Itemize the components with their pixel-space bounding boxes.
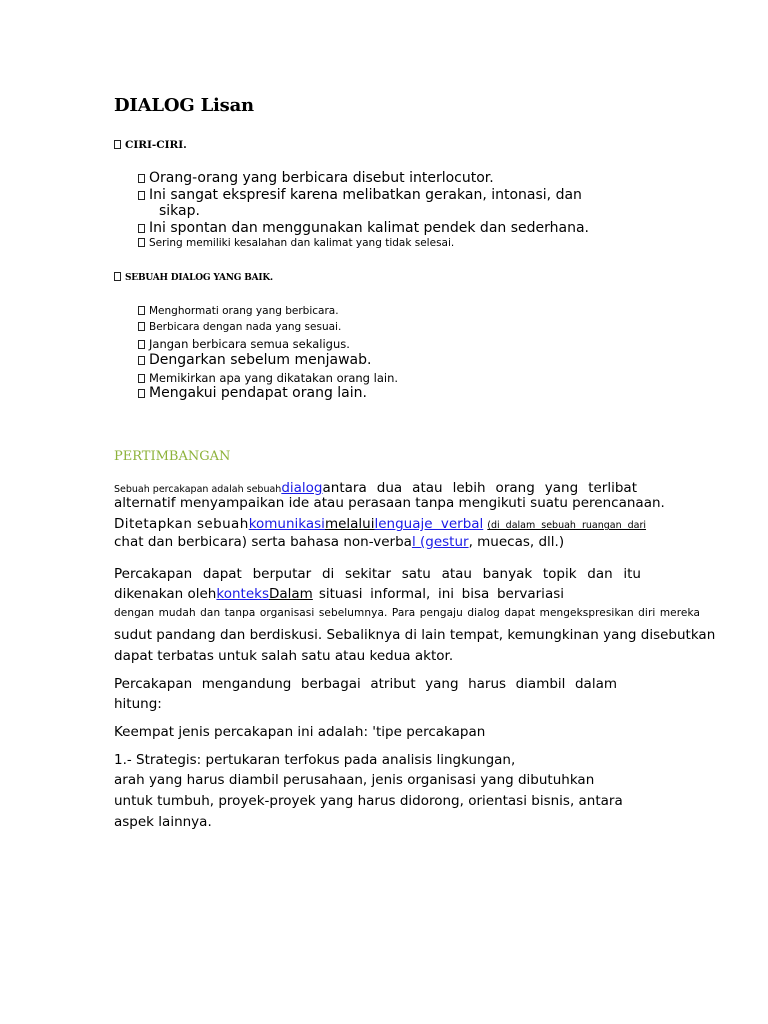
list-item: Memikirkan apa yang dikatakan orang lain. — [138, 371, 398, 385]
paragraph-line: Ditetapkan sebuahkomunikasimelaluilenguaje verbal (di dalam sebuah ruangan dari — [114, 516, 647, 532]
list-item: Orang-orang yang berbicara disebut interlocutor. — [138, 170, 494, 186]
box-bullet-icon — [114, 272, 121, 281]
paragraph-line: Percakapan dapat berputar di sekitar satu atau banyak topik dan itu — [114, 566, 641, 582]
paragraph-line: Keempat jenis percakapan ini adalah: 'tipe percakapan — [114, 724, 486, 740]
box-bullet-icon — [138, 340, 145, 349]
section-heading-ciri: CIRI-CIRI. — [114, 139, 187, 151]
list-item: Ini spontan dan menggunakan kalimat pendek dan sederhana. — [138, 220, 589, 236]
box-bullet-icon — [138, 306, 145, 315]
paragraph-line: arah yang harus diambil perusahaan, jenis organisasi yang dibutuhkan — [114, 772, 595, 788]
paragraph-line: 1.- Strategis: pertukaran terfokus pada analisis lingkungan, — [114, 752, 516, 768]
paragraph-line: Sebuah percakapan adalah sebuahdialog antara dua atau lebih orang yang terlibat — [114, 480, 637, 496]
paragraph-line: dikenakan oleh konteks Dalam situasi informal, ini bisa bervariasi — [114, 586, 564, 602]
paragraph-line: chat dan berbicara) serta bahasa non-verbal (gestur, muecas, dll.) — [114, 534, 565, 550]
paragraph-line: dapat terbatas untuk salah satu atau kedua aktor. — [114, 648, 454, 664]
list-item: Menghormati orang yang berbicara. — [138, 305, 339, 317]
link-lenguaje-verbal[interactable]: lenguaje verbal — [374, 516, 484, 532]
paragraph-line: alternatif menyampaikan ide atau perasaan tanpa mengikuti suatu perencanaan. — [114, 495, 665, 511]
paragraph-line: sudut pandang dan berdiskusi. Sebaliknya di lain tempat, kemungkinan yang disebutkan — [114, 627, 716, 643]
paragraph-line: dengan mudah dan tanpa organisasi sebelumnya. Para pengaju dialog dapat mengekspresikan diri mereka — [114, 607, 700, 619]
list-item: Jangan berbicara semua sekaligus. — [138, 337, 350, 351]
section-heading-pertimbangan: PERTIMBANGAN — [114, 449, 231, 464]
list-item: Berbicara dengan nada yang sesuai. — [138, 321, 341, 333]
link-konteks[interactable]: konteks — [216, 586, 269, 602]
box-bullet-icon — [138, 389, 145, 398]
box-bullet-icon — [138, 238, 145, 247]
list-item: Dengarkan sebelum menjawab. — [138, 352, 371, 368]
paragraph-line: untuk tumbuh, proyek-proyek yang harus didorong, orientasi bisnis, antara — [114, 793, 623, 809]
list-item-continuation: sikap. — [159, 203, 200, 219]
paragraph-line: aspek lainnya. — [114, 814, 212, 830]
box-bullet-icon — [114, 140, 121, 149]
box-bullet-icon — [138, 191, 145, 200]
link-dialog[interactable]: dialog — [281, 480, 323, 496]
box-bullet-icon — [138, 224, 145, 233]
paragraph-line: hitung: — [114, 696, 162, 712]
box-bullet-icon — [138, 356, 145, 365]
box-bullet-icon — [138, 374, 145, 383]
list-item: Ini sangat ekspresif karena melibatkan gerakan, intonasi, dan — [138, 187, 582, 203]
page-title: DIALOG Lisan — [114, 95, 254, 116]
section-heading-baik: SEBUAH DIALOG YANG BAIK. — [114, 272, 273, 283]
box-bullet-icon — [138, 322, 145, 331]
list-item: Sering memiliki kesalahan dan kalimat yang tidak selesai. — [138, 237, 454, 249]
paragraph-line: Percakapan mengandung berbagai atribut yang harus diambil dalam — [114, 676, 617, 692]
link-komunikasi[interactable]: komunikasi — [248, 516, 325, 532]
box-bullet-icon — [138, 174, 145, 183]
link-gestur[interactable]: gestur — [425, 534, 469, 550]
list-item: Mengakui pendapat orang lain. — [138, 385, 367, 401]
